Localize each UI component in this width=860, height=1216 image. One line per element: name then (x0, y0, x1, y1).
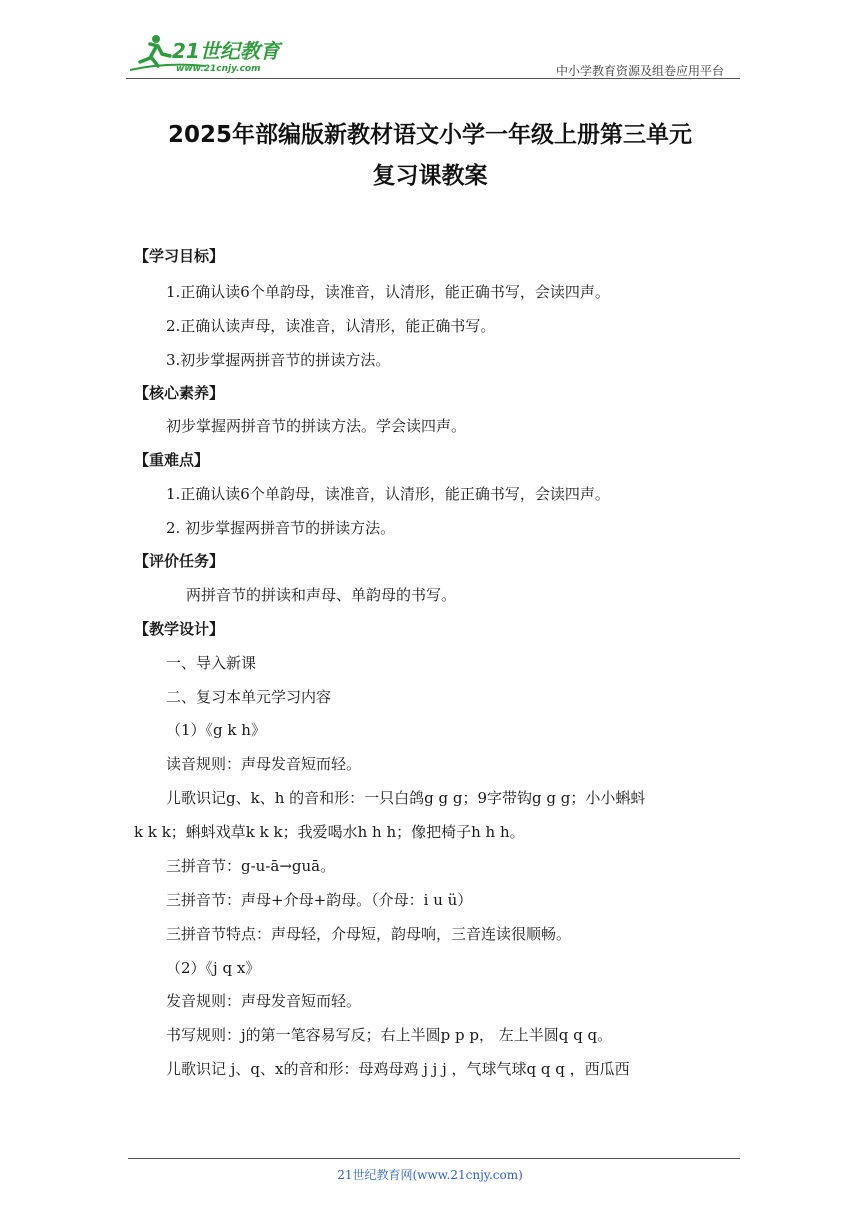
paragraph-line: 二、复习本单元学习内容 (166, 688, 332, 706)
paragraph-line: 书写规则：j的第一笔容易写反；右上半圆p p p， 左上半圆q q q。 (166, 1026, 613, 1044)
page-title-line2: 复习课教案 (372, 163, 488, 189)
paragraph-line: k k k；蝌蚪戏草k k k；我爱喝水h h h；像把椅子h h h。 (134, 823, 525, 841)
paragraph-line: （2）《j q x》 (166, 959, 261, 977)
platform-name: 中小学教育资源及组卷应用平台 (555, 64, 724, 78)
logo-url: www.21cnjy.com (176, 64, 261, 74)
logo-text: 21世纪教育 (172, 39, 280, 63)
paragraph-line: 1.正确认读6个单韵母，读准音，认清形，能正确书写，会读四声。 (166, 283, 610, 301)
paragraph-line: （1）《g k h》 (166, 721, 266, 739)
paragraph-line: 儿歌识记g、k、h 的音和形：一只白鸽g g g；9字带钩g g g；小小蝌蚪 (166, 789, 646, 807)
logo (126, 32, 296, 74)
paragraph-line: 三拼音节特点：声母轻，介母短，韵母响，三音连读很顺畅。 (166, 925, 572, 943)
paragraph-line: 2. 初步掌握两拼音节的拼读方法。 (166, 519, 396, 537)
paragraph-line: 初步掌握两拼音节的拼读方法。学会读四声。 (166, 417, 467, 435)
paragraph-line: 三拼音节：g-u-ā→guā。 (166, 857, 336, 875)
paragraph-line: 1.正确认读6个单韵母，读准音，认清形，能正确书写，会读四声。 (166, 485, 610, 503)
paragraph-line: 一、导入新课 (166, 654, 257, 672)
paragraph-line: 2.正确认读声母，读准音，认清形，能正确书写。 (166, 317, 496, 335)
page-title: 2025年部编版新教材语文小学一年级上册第三单元 (167, 122, 692, 148)
section-heading: 【教学设计】 (134, 620, 225, 638)
footer-link[interactable]: 21世纪教育网(www.21cnjy.com) (337, 1168, 523, 1182)
paragraph-line: 两拼音节的拼读和声母、单韵母的书写。 (186, 586, 457, 604)
section-heading: 【核心素养】 (134, 384, 225, 402)
paragraph-line: 发音规则：声母发音短而轻。 (166, 992, 362, 1010)
page-header (126, 30, 740, 80)
section-heading: 【学习目标】 (134, 247, 225, 265)
section-heading: 【重难点】 (134, 451, 210, 469)
header-divider (126, 78, 740, 79)
section-heading: 【评价任务】 (134, 552, 225, 570)
paragraph-line: 儿歌识记 j、q、x的音和形：母鸡母鸡 j j j ，气球气球q q q ，西瓜西 (166, 1060, 630, 1078)
paragraph-line: 读音规则：声母发音短而轻。 (166, 755, 362, 773)
paragraph-line: 3.初步掌握两拼音节的拼读方法。 (166, 351, 391, 369)
paragraph-line: 三拼音节：声母+介母+韵母。（介母：i u ü） (166, 891, 473, 909)
footer-divider (128, 1158, 740, 1159)
